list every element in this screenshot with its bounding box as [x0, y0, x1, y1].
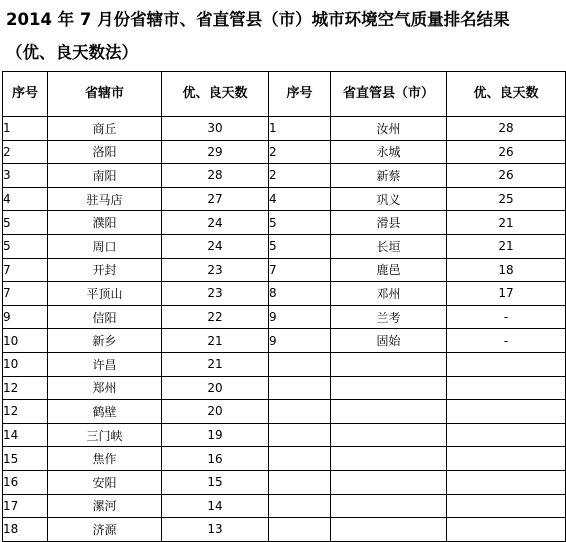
- cell-days-left: 21: [162, 329, 269, 353]
- cell-days-left: 30: [162, 117, 269, 141]
- cell-city: 安阳: [48, 470, 162, 494]
- cell-days-left: 20: [162, 376, 269, 400]
- cell-city: 焦作: [48, 447, 162, 471]
- cell-seq-right: 5: [269, 211, 331, 235]
- cell-city: 开封: [48, 258, 162, 282]
- cell-city: 新乡: [48, 329, 162, 353]
- cell-days-right: [447, 494, 566, 518]
- cell-days-left: 16: [162, 447, 269, 471]
- cell-seq-left: 9: [3, 305, 48, 329]
- cell-days-right: [447, 470, 566, 494]
- document-title: [6, 3, 562, 69]
- cell-city: 驻马店: [48, 187, 162, 211]
- cell-seq-right: 9: [269, 329, 331, 353]
- cell-county: 鹿邑: [331, 258, 447, 282]
- cell-city: 许昌: [48, 352, 162, 376]
- cell-city: 平顶山: [48, 282, 162, 306]
- cell-days-left: 15: [162, 470, 269, 494]
- cell-days-left: 20: [162, 400, 269, 424]
- cell-county: 兰考: [331, 305, 447, 329]
- cell-county: 滑县: [331, 211, 447, 235]
- cell-days-right: [447, 400, 566, 424]
- cell-seq-right: 4: [269, 187, 331, 211]
- table-row: [3, 140, 566, 164]
- cell-county: 巩义: [331, 187, 447, 211]
- header-days-left: 优、良天数: [162, 72, 269, 117]
- cell-days-left: 29: [162, 140, 269, 164]
- cell-days-right: -: [447, 329, 566, 353]
- cell-county: [331, 352, 447, 376]
- cell-days-left: 13: [162, 518, 269, 542]
- cell-days-left: 21: [162, 352, 269, 376]
- cell-city: 鹤壁: [48, 400, 162, 424]
- table-body: [3, 117, 566, 542]
- cell-seq-left: 1: [3, 117, 48, 141]
- cell-county: [331, 447, 447, 471]
- cell-days-right: [447, 352, 566, 376]
- title-line-1: 2014 年 7 月份省辖市、省直管县（市）城市环境空气质量排名结果: [6, 10, 510, 29]
- cell-county: [331, 518, 447, 542]
- cell-seq-left: 2: [3, 140, 48, 164]
- table-row: [3, 234, 566, 258]
- cell-days-right: 21: [447, 211, 566, 235]
- cell-county: 邓州: [331, 282, 447, 306]
- cell-days-right: [447, 447, 566, 471]
- cell-seq-right: 1: [269, 117, 331, 141]
- cell-seq-right: [269, 447, 331, 471]
- cell-seq-right: [269, 470, 331, 494]
- table-row: [3, 423, 566, 447]
- table-row: [3, 352, 566, 376]
- cell-county: 长垣: [331, 234, 447, 258]
- cell-county: [331, 470, 447, 494]
- cell-seq-left: 5: [3, 211, 48, 235]
- cell-seq-right: [269, 376, 331, 400]
- cell-county: 新蔡: [331, 164, 447, 188]
- cell-days-left: 14: [162, 494, 269, 518]
- cell-seq-left: 3: [3, 164, 48, 188]
- cell-days-right: [447, 376, 566, 400]
- cell-days-left: 23: [162, 282, 269, 306]
- cell-seq-right: [269, 518, 331, 542]
- cell-city: 濮阳: [48, 211, 162, 235]
- cell-days-left: 24: [162, 211, 269, 235]
- cell-days-right: [447, 518, 566, 542]
- cell-seq-left: 12: [3, 400, 48, 424]
- cell-city: 郑州: [48, 376, 162, 400]
- cell-county: [331, 376, 447, 400]
- cell-seq-right: 9: [269, 305, 331, 329]
- cell-seq-right: 2: [269, 140, 331, 164]
- cell-seq-left: 5: [3, 234, 48, 258]
- table-row: [3, 305, 566, 329]
- cell-days-left: 23: [162, 258, 269, 282]
- table-row: [3, 400, 566, 424]
- cell-seq-left: 10: [3, 352, 48, 376]
- cell-city: 信阳: [48, 305, 162, 329]
- table-row: [3, 187, 566, 211]
- table-row: [3, 117, 566, 141]
- cell-seq-right: [269, 352, 331, 376]
- table-row: [3, 211, 566, 235]
- cell-seq-right: [269, 423, 331, 447]
- cell-seq-right: 8: [269, 282, 331, 306]
- cell-county: 汝州: [331, 117, 447, 141]
- header-city: 省辖市: [48, 72, 162, 117]
- cell-county: [331, 423, 447, 447]
- cell-days-left: 24: [162, 234, 269, 258]
- cell-seq-right: 5: [269, 234, 331, 258]
- cell-seq-left: 16: [3, 470, 48, 494]
- header-days-right: 优、良天数: [447, 72, 566, 117]
- cell-seq-left: 15: [3, 447, 48, 471]
- cell-days-right: 17: [447, 282, 566, 306]
- title-line-2: （优、良天数法）: [6, 43, 138, 62]
- cell-days-left: 28: [162, 164, 269, 188]
- table-row: [3, 494, 566, 518]
- ranking-table: [2, 71, 566, 542]
- cell-seq-left: 17: [3, 494, 48, 518]
- cell-seq-left: 14: [3, 423, 48, 447]
- cell-days-right: 18: [447, 258, 566, 282]
- cell-days-right: 26: [447, 140, 566, 164]
- header-county: 省直管县（市）: [331, 72, 447, 117]
- cell-seq-right: [269, 400, 331, 424]
- header-row: [3, 72, 566, 117]
- cell-days-right: [447, 423, 566, 447]
- cell-seq-left: 12: [3, 376, 48, 400]
- cell-seq-left: 7: [3, 282, 48, 306]
- table-row: [3, 447, 566, 471]
- cell-city: 南阳: [48, 164, 162, 188]
- cell-seq-right: 2: [269, 164, 331, 188]
- cell-seq-right: 7: [269, 258, 331, 282]
- cell-seq-right: [269, 494, 331, 518]
- cell-seq-left: 10: [3, 329, 48, 353]
- table-row: [3, 164, 566, 188]
- cell-seq-left: 18: [3, 518, 48, 542]
- cell-seq-left: 4: [3, 187, 48, 211]
- cell-days-right: 26: [447, 164, 566, 188]
- header-seq-left: 序号: [3, 72, 48, 117]
- cell-city: 洛阳: [48, 140, 162, 164]
- cell-days-left: 19: [162, 423, 269, 447]
- table-row: [3, 329, 566, 353]
- cell-county: [331, 494, 447, 518]
- cell-days-right: -: [447, 305, 566, 329]
- table-row: [3, 282, 566, 306]
- table-row: [3, 470, 566, 494]
- cell-county: [331, 400, 447, 424]
- table-row: [3, 258, 566, 282]
- header-seq-right: 序号: [269, 72, 331, 117]
- cell-city: 商丘: [48, 117, 162, 141]
- cell-seq-left: 7: [3, 258, 48, 282]
- cell-city: 漯河: [48, 494, 162, 518]
- cell-days-left: 22: [162, 305, 269, 329]
- table-row: [3, 376, 566, 400]
- cell-days-right: 21: [447, 234, 566, 258]
- cell-city: 济源: [48, 518, 162, 542]
- cell-city: 三门峡: [48, 423, 162, 447]
- cell-days-right: 25: [447, 187, 566, 211]
- cell-county: 永城: [331, 140, 447, 164]
- cell-days-left: 27: [162, 187, 269, 211]
- table-row: [3, 518, 566, 542]
- cell-days-right: 28: [447, 117, 566, 141]
- cell-county: 固始: [331, 329, 447, 353]
- cell-city: 周口: [48, 234, 162, 258]
